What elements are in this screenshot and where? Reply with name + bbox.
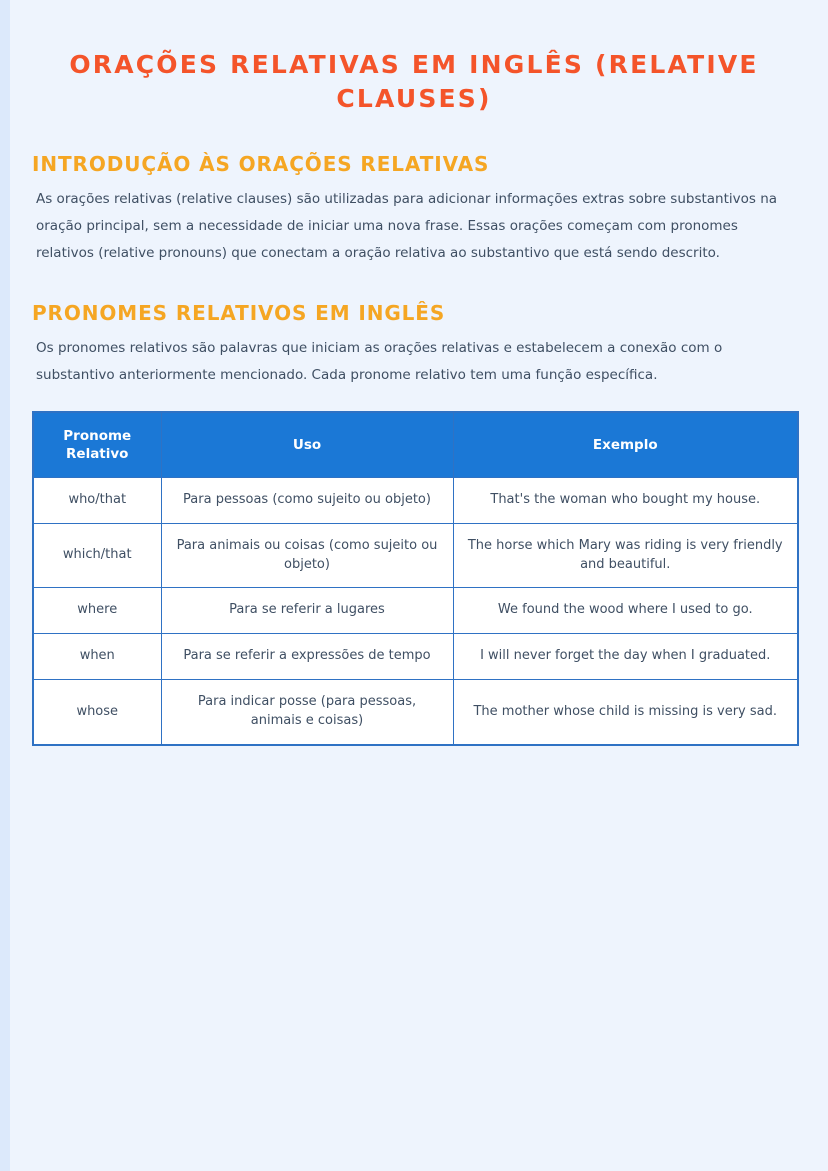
section-heading-pronomes: PRONOMES RELATIVOS EM INGLÊS	[32, 300, 446, 325]
cell-example: I will never forget the day when I graduated.	[453, 634, 798, 680]
table-header-row	[33, 412, 798, 478]
cell-use: Para se referir a expressões de tempo	[161, 634, 453, 680]
cell-pronoun: where	[33, 588, 161, 634]
page-title: ORAÇÕES RELATIVAS EM INGLÊS (RELATIVE CLAUSES)	[69, 50, 759, 113]
cell-example: We found the wood where I used to go.	[453, 588, 798, 634]
cell-use: Para pessoas (como sujeito ou objeto)	[161, 477, 453, 523]
cell-example: That's the woman who bought my house.	[453, 477, 798, 523]
cell-pronoun: when	[33, 634, 161, 680]
cell-example: The mother whose child is missing is very sad.	[453, 680, 798, 745]
page-left-margin-rule	[0, 0, 10, 1171]
cell-example: The horse which Mary was riding is very friendly and beautiful.	[453, 523, 798, 588]
cell-use: Para se referir a lugares	[161, 588, 453, 634]
cell-use: Para indicar posse (para pessoas, animais e coisas)	[161, 680, 453, 745]
cell-use: Para animais ou coisas (como sujeito ou objeto)	[161, 523, 453, 588]
pronouns-table	[32, 411, 799, 746]
cell-pronoun: whose	[33, 680, 161, 745]
table-row	[33, 680, 798, 745]
cell-pronoun: who/that	[33, 477, 161, 523]
table-row	[33, 588, 798, 634]
pronouns-table-container	[32, 411, 796, 746]
table-row	[33, 523, 798, 588]
section-paragraph-pronomes: Os pronomes relativos são palavras que iniciam as orações relativas e estabelecem a conexão com o substantivo anteriormente mencionado. Cada pronome relativo tem uma função específica.	[36, 339, 723, 383]
table-header-uso: Uso	[161, 412, 453, 478]
cell-pronoun: which/that	[33, 523, 161, 588]
section-heading-introducao: INTRODUÇÃO ÀS ORAÇÕES RELATIVAS	[32, 151, 490, 176]
table-header-pronome-relativo: Pronome Relativo	[33, 412, 161, 478]
table-row	[33, 477, 798, 523]
section-paragraph-introducao: As orações relativas (relative clauses) são utilizadas para adicionar informações extras sobre substantivos na oração principal, sem a necessidade de iniciar uma nova frase. Essas orações começam com pronomes relativos (relative pronouns) que conectam a oração relativa ao substantivo que está sendo descrito.	[36, 190, 778, 261]
table-row	[33, 634, 798, 680]
table-header-exemplo: Exemplo	[453, 412, 798, 478]
